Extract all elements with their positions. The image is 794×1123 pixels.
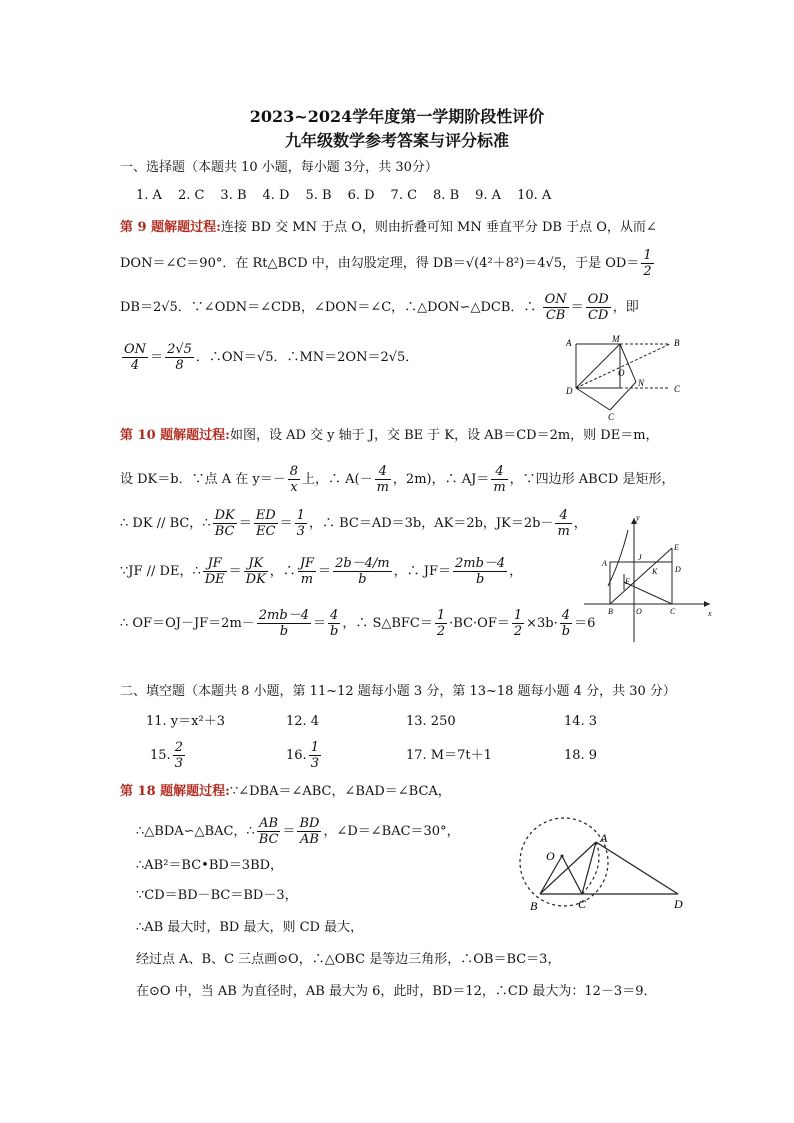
fraction xyxy=(512,608,524,639)
denominator: DE xyxy=(204,572,225,587)
q10-text: ， xyxy=(509,564,523,579)
fraction xyxy=(254,508,278,539)
q10-text: 上，∴ A(－ xyxy=(302,472,373,487)
fraction xyxy=(375,464,391,495)
q18-line-5: ∴AB 最大时，BD 最大，则 CD 最大， xyxy=(136,920,364,935)
q10-text: ·BC·OF＝ xyxy=(449,616,510,631)
equals: ＝ xyxy=(228,564,242,579)
fraction xyxy=(453,556,507,587)
answer: 5. B xyxy=(305,188,332,203)
numerator: 2mb－4 xyxy=(258,608,309,623)
q9-figure xyxy=(560,332,690,422)
numerator: 1 xyxy=(513,608,523,623)
label-B: B xyxy=(608,607,613,616)
q10-label: 第 10 题解题过程: xyxy=(120,428,230,443)
fraction xyxy=(586,292,611,323)
fraction xyxy=(173,740,185,771)
equals: ＝ xyxy=(279,516,293,531)
denominator: b xyxy=(333,571,392,587)
q10-text: 如图，设 AD 交 y 轴于 J，交 BE 于 K，设 AB＝CD＝2m，则 DE＝m， xyxy=(229,428,659,443)
denominator: b xyxy=(257,623,311,639)
denominator: 8 xyxy=(165,357,194,373)
numerator: 1 xyxy=(310,740,319,755)
equals: ＝ xyxy=(570,300,584,315)
numerator: 4 xyxy=(330,608,339,623)
numerator: 1 xyxy=(643,248,652,263)
answer: 9. A xyxy=(475,188,502,203)
numerator: 2mb－4 xyxy=(455,556,506,571)
fraction xyxy=(295,508,307,539)
numerator: 4 xyxy=(559,508,568,523)
fraction xyxy=(543,292,569,323)
q10-line-4 xyxy=(120,556,522,587)
fraction xyxy=(244,556,268,587)
denominator: m xyxy=(376,480,389,495)
label-B: B xyxy=(674,338,680,348)
section-fill-heading: 二、填空题（本题共 8 小题，第 11~12 题每小题 3 分，第 13~18 题每小题 4 分，共 30 分） xyxy=(120,684,676,699)
q18-line-1 xyxy=(120,784,451,800)
numerator: ON xyxy=(544,292,567,307)
q18-text: ∵∠DBA＝∠ABC，∠BAD＝∠BCA， xyxy=(229,784,451,799)
q10-text: ， xyxy=(573,516,587,531)
label-O: O xyxy=(636,607,642,616)
number: 15. xyxy=(150,748,171,763)
denominator: 3 xyxy=(310,756,319,771)
label-J: J xyxy=(638,553,642,562)
q9-text: DB＝2√5．∵∠ODN＝∠CDB，∠DON＝∠C，∴△DON∽△DCB．∴ xyxy=(120,300,537,315)
denominator: m xyxy=(557,524,570,539)
fraction xyxy=(641,248,653,279)
numerator: 2b－4/m xyxy=(335,556,390,571)
q10-line-5 xyxy=(120,608,595,639)
q10-text: ，∴ JF＝ xyxy=(393,564,452,579)
denominator: 3 xyxy=(174,756,183,771)
denominator: BC xyxy=(213,523,237,539)
label-C: C xyxy=(578,897,587,911)
numerator: JK xyxy=(248,556,264,571)
equals: ＝ xyxy=(312,616,326,631)
q10-text: ∴ DK // BC，∴ xyxy=(120,516,211,531)
q10-line-3 xyxy=(120,508,587,539)
equals: ＝ xyxy=(318,564,332,579)
label-C: C xyxy=(608,412,615,422)
section-choice-heading: 一、选择题（本题共 10 小题，每小题 3分，共 30分） xyxy=(120,160,438,175)
numerator: ON xyxy=(124,342,147,357)
denominator: m xyxy=(493,480,506,495)
denominator: b xyxy=(453,571,507,587)
fraction xyxy=(560,608,572,639)
label-C: C xyxy=(670,607,676,616)
q9-text: DON＝∠C＝90°．在 Rt△BCD 中，由勾股定理，得 DB＝√(4²＋8²)＝4√5，于是 OD＝ xyxy=(120,256,640,271)
denominator: b xyxy=(330,624,339,639)
fraction xyxy=(298,556,316,587)
numerator: ED xyxy=(255,508,276,523)
numerator: DK xyxy=(214,508,235,523)
q10-line-1 xyxy=(120,428,659,444)
label-O: O xyxy=(618,368,625,378)
fill-answer-15 xyxy=(150,740,187,771)
equals: ＝ xyxy=(150,350,164,365)
equals: ＝ xyxy=(238,516,252,531)
label-N: N xyxy=(638,378,645,388)
numerator: 4 xyxy=(378,464,387,479)
answer: 3. B xyxy=(220,188,247,203)
denominator: BC xyxy=(258,832,279,847)
label-A: A xyxy=(602,559,607,568)
denominator: x xyxy=(288,479,300,495)
q9-text: ，即 xyxy=(612,300,639,315)
fill-answer-16 xyxy=(286,740,323,771)
q9-line-2 xyxy=(120,248,656,279)
q18-line-3: ∴AB²＝BC•BD＝3BD， xyxy=(136,858,284,873)
denominator: m xyxy=(298,571,316,587)
numerator: JF xyxy=(299,556,315,571)
q18-line-4: ∵CD＝BD－BC＝BD－3， xyxy=(136,888,298,903)
answer: 2. C xyxy=(177,188,205,203)
title-line-1: 2023~2024学年度第一学期阶段性评价 xyxy=(249,107,545,126)
numerator: 4 xyxy=(561,608,571,623)
numerator: 4 xyxy=(495,464,504,479)
label-K: K xyxy=(652,567,658,576)
fraction xyxy=(257,608,311,639)
q18-text: ∴△BDA∽△BAC，∴ xyxy=(136,824,255,839)
q10-text: ，∴ xyxy=(269,564,296,579)
axis-y: y xyxy=(636,513,640,522)
q10-figure xyxy=(584,512,718,647)
q10-text: 设 DK＝b．∵点 A 在 y＝－ xyxy=(120,472,286,487)
denominator: 2 xyxy=(513,624,523,639)
answer: 10. A xyxy=(517,188,552,203)
answer: 4. D xyxy=(262,188,290,203)
label-C2: C xyxy=(674,384,681,394)
fraction xyxy=(288,464,300,495)
q18-figure xyxy=(514,812,694,916)
q9-text: ．∴ON＝√5．∴MN＝2ON＝2√5． xyxy=(195,350,419,365)
label-M: M xyxy=(612,334,620,344)
answer: 7. C xyxy=(390,188,418,203)
q9-line-3 xyxy=(120,292,639,323)
fill-answer-18: 18. 9 xyxy=(564,748,598,763)
q10-text: ，∴ BC＝AD＝3b，AK＝2b，JK＝2b－ xyxy=(308,516,554,531)
q18-line-6: 经过点 A、B、C 三点画⊙O，∴△OBC 是等边三角形，∴OB＝BC＝3， xyxy=(136,952,561,967)
label-D: D xyxy=(566,386,573,396)
numerator: JF xyxy=(207,556,222,571)
label-B: B xyxy=(530,899,538,913)
fraction xyxy=(257,816,281,847)
label-E: E xyxy=(674,543,679,552)
answer: 6. D xyxy=(347,188,375,203)
number: 16. xyxy=(286,748,307,763)
q10-text: ，∴ S△BFC＝ xyxy=(342,616,433,631)
fill-answer-11: 11. y＝x²＋3 xyxy=(146,714,225,729)
denominator: b xyxy=(561,624,571,639)
fraction xyxy=(213,508,237,539)
numerator: 1 xyxy=(436,608,446,623)
denominator: 2 xyxy=(436,624,446,639)
q9-line-4 xyxy=(120,342,418,373)
q9-line-1 xyxy=(120,220,657,236)
answer: 1. A xyxy=(136,188,162,203)
q10-text: ∴ OF＝OJ－JF＝2m－ xyxy=(120,616,255,631)
fraction xyxy=(555,508,571,539)
fill-answer-12: 12. 4 xyxy=(286,714,320,729)
q10-text: ∵JF // DE，∴ xyxy=(120,564,201,579)
denominator: 3 xyxy=(296,524,305,539)
denominator: EC xyxy=(254,523,278,539)
denominator: DK xyxy=(245,572,266,587)
numerator: 2√5 xyxy=(167,342,192,357)
fraction xyxy=(309,740,321,771)
q18-text: ，∠D＝∠BAC＝30°， xyxy=(323,824,460,839)
fill-answer-14: 14. 3 xyxy=(564,714,598,729)
numerator: 2 xyxy=(174,740,183,755)
q18-line-2 xyxy=(136,816,460,847)
axis-x: x xyxy=(708,609,712,618)
q10-text: ，∵四边形 ABCD 是矩形， xyxy=(509,472,675,487)
fraction xyxy=(435,608,447,639)
q18-line-7: 在⊙O 中，当 AB 为直径时，AB 最大为 6，此时，BD＝12，∴CD 最大为：12－3＝9． xyxy=(136,984,657,999)
label-A: A xyxy=(600,831,608,845)
denominator: 2 xyxy=(643,264,652,279)
denominator: CD xyxy=(586,307,611,323)
fraction xyxy=(203,556,227,587)
numerator: AB xyxy=(259,816,279,831)
choice-answers xyxy=(136,188,567,204)
fraction xyxy=(122,342,148,373)
fraction xyxy=(165,342,194,373)
fraction xyxy=(328,608,340,639)
q18-label: 第 18 题解题过程: xyxy=(120,784,230,799)
q10-line-2 xyxy=(120,464,674,495)
label-O: O xyxy=(546,849,555,863)
q9-text: 连接 BD 交 MN 于点 O，则由折叠可知 MN 垂直平分 DB 于点 O，从而∠ xyxy=(220,220,657,235)
answer: 8. B xyxy=(433,188,460,203)
equals: ＝ xyxy=(282,824,296,839)
denominator: 4 xyxy=(122,357,148,373)
numerator: BD xyxy=(299,816,320,831)
denominator: CB xyxy=(543,307,569,323)
title-line-2: 九年级数学参考答案与评分标准 xyxy=(284,131,509,150)
denominator: AB xyxy=(297,831,321,847)
numerator: 8 xyxy=(289,464,298,479)
label-D: D xyxy=(674,897,683,911)
numerator: OD xyxy=(587,292,609,307)
q9-label: 第 9 题解题过程: xyxy=(120,220,221,235)
fraction xyxy=(491,464,507,495)
fraction xyxy=(333,556,392,587)
q10-text: ，2m)，∴ AJ＝ xyxy=(392,472,490,487)
numerator: 1 xyxy=(296,508,305,523)
fraction xyxy=(297,816,321,847)
label-A: A xyxy=(566,338,572,348)
q10-text: ＝6 xyxy=(574,616,596,631)
label-F: F xyxy=(625,577,630,586)
label-D: D xyxy=(675,565,681,574)
q10-text: ×3b· xyxy=(526,616,558,631)
fill-answer-17: 17. M＝7t＋1 xyxy=(406,748,492,763)
fill-answer-13: 13. 250 xyxy=(406,714,456,729)
